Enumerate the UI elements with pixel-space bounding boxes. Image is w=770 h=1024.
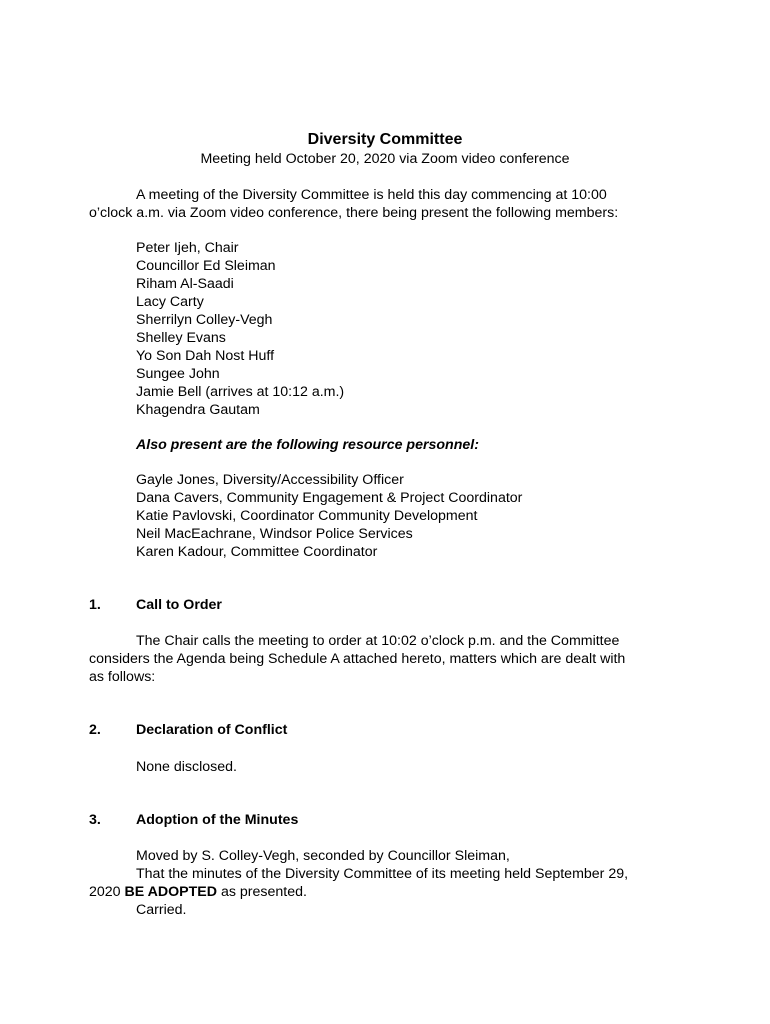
- section-3-line-3-prefix: 2020: [89, 884, 125, 900]
- members-list: [136, 239, 344, 419]
- intro-line-1: A meeting of the Diversity Committee is held this day commencing at 10:00: [136, 187, 607, 203]
- section-3-line-1: Moved by S. Colley-Vegh, seconded by Councillor Sleiman,: [136, 848, 510, 864]
- section-2-line-1: None disclosed.: [136, 759, 237, 775]
- section-1-line-2: considers the Agenda being Schedule A attached hereto, matters which are dealt with: [89, 651, 626, 667]
- list-item: Khagendra Gautam: [136, 402, 260, 418]
- section-1-title: Call to Order: [136, 597, 222, 613]
- list-item: Councillor Ed Sleiman: [136, 258, 276, 274]
- list-item: Dana Cavers, Community Engagement & Project Coordinator: [136, 490, 523, 506]
- document-subtitle: Meeting held October 20, 2020 via Zoom video conference: [200, 151, 570, 167]
- section-1-line-1: The Chair calls the meeting to order at 10:02 o’clock p.m. and the Committee: [136, 633, 620, 649]
- resource-personnel-list: [136, 471, 522, 561]
- list-item: Riham Al-Saadi: [136, 276, 234, 292]
- list-item: Katie Pavlovski, Coordinator Community Development: [136, 508, 478, 524]
- section-1-line-3: as follows:: [89, 669, 156, 685]
- section-2-number: 2.: [89, 722, 101, 738]
- list-item: Lacy Carty: [136, 294, 204, 310]
- list-item: Neil MacEachrane, Windsor Police Services: [136, 526, 413, 542]
- resource-personnel-heading: Also present are the following resource personnel:: [136, 437, 479, 453]
- list-item: Yo Son Dah Nost Huff: [136, 348, 275, 364]
- section-3-line-3: [89, 883, 307, 901]
- section-3-number: 3.: [89, 812, 101, 828]
- list-item: Karen Kadour, Committee Coordinator: [136, 544, 378, 560]
- document-title: Diversity Committee: [307, 131, 463, 148]
- list-item: Gayle Jones, Diversity/Accessibility Officer: [136, 472, 404, 488]
- section-3-title: Adoption of the Minutes: [136, 812, 299, 828]
- be-adopted-text: BE ADOPTED: [124, 884, 218, 900]
- section-3-line-2: That the minutes of the Diversity Committee of its meeting held September 29,: [136, 866, 629, 882]
- list-item: Sungee John: [136, 366, 220, 382]
- section-2-title: Declaration of Conflict: [136, 722, 288, 738]
- list-item: Peter Ijeh, Chair: [136, 240, 239, 256]
- list-item: Jamie Bell (arrives at 10:12 a.m.): [136, 384, 345, 400]
- list-item: Shelley Evans: [136, 330, 226, 346]
- intro-line-2: o’clock a.m. via Zoom video conference, there being present the following members:: [89, 205, 619, 221]
- section-3-line-3-suffix: as presented.: [217, 884, 307, 900]
- section-3-line-4: Carried.: [136, 902, 187, 918]
- list-item: Sherrilyn Colley-Vegh: [136, 312, 273, 328]
- section-1-number: 1.: [89, 597, 101, 613]
